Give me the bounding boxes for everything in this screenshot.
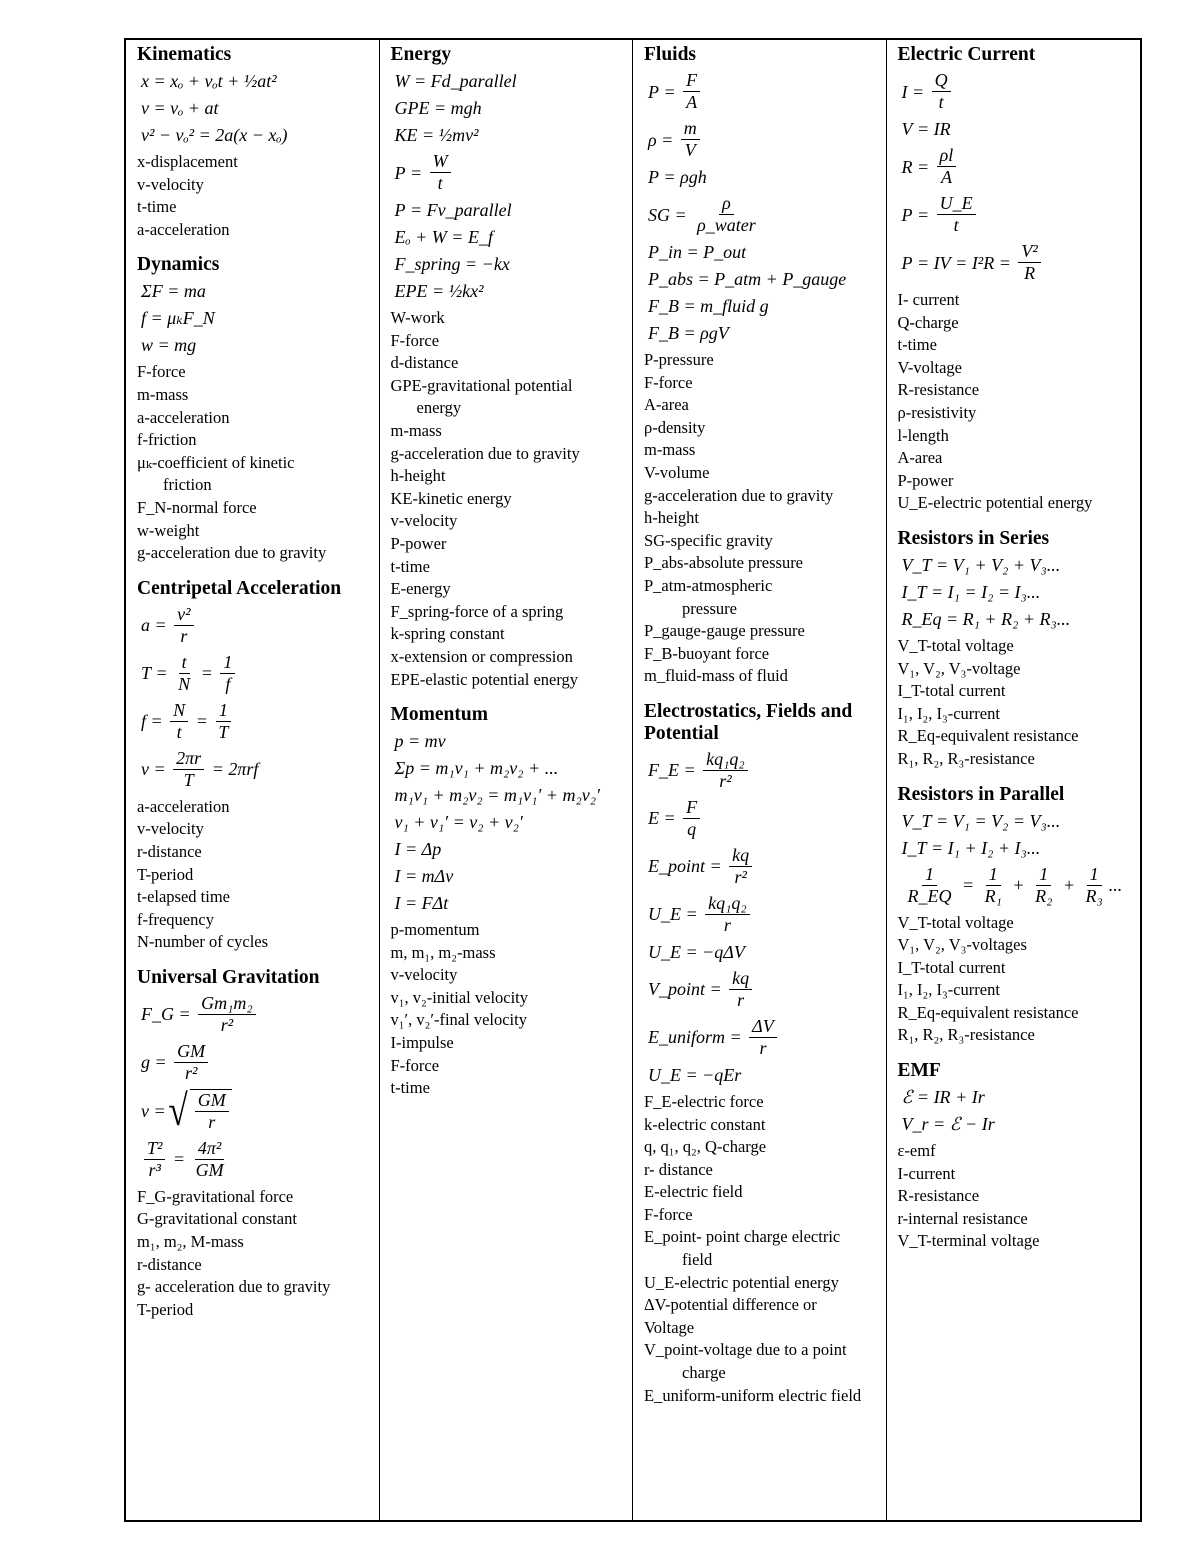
formula: v² − vₒ² = 2a(x − xₒ): [141, 125, 288, 145]
definition: m-mass: [390, 420, 442, 440]
formula: p = mv: [394, 731, 446, 752]
section: [898, 44, 1135, 515]
formula: P = ρgh: [648, 167, 707, 187]
definition: V_T-total voltage: [897, 912, 1014, 932]
formula: f = μₖF_N: [141, 308, 215, 329]
formula: v = vₒ + at: [141, 98, 219, 118]
formula: U_E = $\frac{\text{kq₁q₂}}{r}$: [648, 893, 880, 936]
definition: r-distance: [137, 841, 202, 861]
formula: I = Δp: [394, 839, 442, 860]
section-title: Momentum: [390, 704, 488, 726]
definition: V_T-total voltage: [897, 635, 1014, 655]
definition: r-internal resistance: [897, 1208, 1028, 1228]
definition: v₁, v₂-initial velocity: [390, 987, 529, 1007]
definition: R_Eq-equivalent resistance: [897, 726, 1079, 746]
formula: T = $\frac{t}{N}$ = $\frac{1}{f}$: [141, 652, 373, 695]
definition: k-spring constant: [390, 624, 505, 644]
formula: m₁v₁ + m₂v₂ = m₁v₁′ + m₂v₂′: [394, 785, 600, 806]
formula: E_uniform = $\frac{\Delta V}{r}$: [648, 1016, 880, 1059]
definition: l-length: [897, 425, 949, 445]
column: [633, 40, 887, 1520]
definition: f-friction: [137, 430, 197, 450]
definition: k-electric constant: [644, 1114, 766, 1134]
definition: μₖ-coefficient of kinetic: [137, 452, 295, 472]
definition: F_G-gravitational force: [137, 1186, 294, 1206]
formula: R = $\frac{\rho l}{A}$: [902, 145, 1135, 188]
formula: g = $\frac{GM}{\text{r²}}$: [141, 1041, 373, 1084]
section-title: EMF: [897, 1060, 941, 1082]
section-title: Resistors in Parallel: [897, 783, 1065, 805]
definition: V_T-terminal voltage: [897, 1231, 1040, 1251]
section-title: Universal Gravitation: [137, 966, 320, 988]
definition: r- distance: [644, 1159, 713, 1179]
section: [898, 528, 1135, 771]
definition: P-power: [390, 533, 447, 553]
definition: R-resistance: [897, 380, 980, 400]
definition: F-force: [644, 1204, 693, 1224]
formula: ℰ = IR + Ir: [901, 1087, 985, 1108]
definition: a-acceleration: [137, 219, 230, 239]
formula: F_G = $\frac{\text{Gm₁m₂}}{\text{r²}}$: [141, 993, 373, 1036]
formula: F_B = m_fluid g: [648, 296, 769, 316]
formula: EPE = ½kx²: [394, 281, 484, 301]
definition: F_N-normal force: [137, 497, 257, 517]
formula: w = mg: [141, 335, 197, 356]
definition: friction: [163, 475, 212, 495]
definition: q, q₁, q₂, Q-charge: [644, 1137, 767, 1157]
formula: I_T = I₁ + I₂ + I₃...: [901, 837, 1041, 858]
formula: P = $\frac{F}{A}$: [648, 70, 880, 113]
formula: Eₒ + W = E_f: [394, 227, 493, 247]
definition: m₁, m₂, M-mass: [137, 1232, 244, 1252]
definition: a-acceleration: [137, 407, 230, 427]
formula: R_Eq = R₁ + R₂ + R₃...: [901, 608, 1071, 629]
formula: ρ = $\frac{m}{V}$: [648, 118, 880, 161]
definition: E-electric field: [644, 1182, 743, 1202]
section: [644, 44, 880, 688]
definition: energy: [416, 398, 462, 418]
section: [137, 967, 373, 1322]
definition: p-momentum: [390, 920, 480, 940]
definition: I-current: [897, 1163, 956, 1183]
definition: F-force: [644, 372, 693, 392]
formula: F_E = $\frac{\text{kq₁q₂}}{\text{r²}}$: [648, 749, 880, 792]
definition: x-displacement: [137, 152, 238, 171]
definition: g-acceleration due to gravity: [644, 485, 834, 505]
formula: f = $\frac{N}{t}$ = $\frac{1}{T}$: [141, 700, 373, 743]
definition: x-extension or compression: [390, 646, 573, 666]
formula: a = $\frac{\text{v²}}{r}$: [141, 604, 373, 647]
definition: t-time: [390, 1078, 430, 1098]
formula: E_point = $\frac{kq}{\text{r²}}$: [648, 845, 880, 888]
formula: I = $\frac{Q}{t}$: [902, 70, 1135, 113]
formula: Σp = m₁v₁ + m₂v₂ + ...: [394, 758, 559, 779]
definition: T-period: [137, 864, 194, 884]
definition: I- current: [897, 290, 960, 309]
definition: F_E-electric force: [644, 1091, 764, 1111]
definition: F-force: [390, 330, 440, 350]
formula: V_r = ℰ − Ir: [901, 1114, 995, 1135]
formula: $\frac{1}{R\_EQ}$ = $\frac{1}{\text{R₁}}$ + $\frac{1}{\text{R₂}}$ + $\frac{1}{\text{R₃}}$ ...: [907, 863, 1123, 906]
definition: V-voltage: [897, 357, 962, 377]
formula: v = $\frac{2\pi r}{T}$ = 2πrf: [141, 747, 259, 790]
definition: A-area: [897, 448, 943, 468]
definition: h-height: [644, 508, 699, 528]
definition: E-energy: [390, 579, 451, 599]
definition: v-velocity: [137, 819, 204, 839]
definition: f-frequency: [137, 909, 214, 929]
definition: a-acceleration: [137, 796, 230, 816]
definition: I_T-total current: [897, 681, 1006, 701]
formula: U_E = −qEr: [648, 1064, 742, 1085]
column: [887, 40, 1141, 1520]
definition: P-power: [897, 470, 954, 490]
section: [898, 1060, 1135, 1253]
section: [137, 44, 373, 241]
definition: R₁, R₂, R₃-resistance: [897, 1025, 1035, 1045]
definition: R-resistance: [897, 1186, 980, 1206]
column: [126, 40, 380, 1520]
definition: V_point-voltage due to a point: [644, 1340, 847, 1360]
formula: E = $\frac{F}{q}$: [648, 797, 880, 840]
definition: ΔV-potential difference or: [644, 1295, 817, 1315]
definition: v₁′, v₂′-final velocity: [390, 1010, 527, 1030]
definition: m_fluid-mass of fluid: [644, 666, 788, 686]
definition: A-area: [644, 395, 689, 415]
definition: P_gauge-gauge pressure: [644, 621, 805, 641]
definition: P_atm-atmospheric: [644, 575, 773, 595]
section-title: Energy: [390, 44, 452, 65]
definition: V₁, V₂, V₃-voltage: [897, 658, 1021, 678]
section: [391, 44, 627, 691]
definition: SG-specific gravity: [644, 530, 773, 550]
definition: g-acceleration due to gravity: [137, 543, 327, 563]
definition: F-force: [390, 1055, 440, 1075]
definition: N-number of cycles: [137, 932, 269, 952]
definition: E_point- point charge electric: [644, 1227, 841, 1247]
formula: P_abs = P_atm + P_gauge: [648, 269, 847, 289]
definition: P_abs-absolute pressure: [644, 553, 804, 573]
formula: v = √ $\frac{GM}{r}$: [141, 1089, 373, 1133]
definition: ε-emf: [897, 1141, 936, 1161]
definition: KE-kinetic energy: [390, 488, 512, 508]
definition: I₁, I₂, I₃-current: [897, 703, 1000, 723]
definition: h-height: [390, 466, 446, 486]
section: [898, 784, 1135, 1048]
definition: w-weight: [137, 520, 200, 540]
definition: v-velocity: [137, 174, 204, 194]
formula: V_T = V₁ + V₂ + V₃...: [901, 554, 1061, 575]
definition: P-pressure: [644, 350, 714, 369]
definition: V-volume: [644, 462, 710, 482]
formula: F_spring = −kx: [394, 254, 510, 274]
definition: E_uniform-uniform electric field: [644, 1385, 862, 1405]
definition: g-acceleration due to gravity: [390, 443, 580, 463]
definition: R_Eq-equivalent resistance: [897, 1002, 1079, 1022]
formula: P_in = P_out: [648, 242, 747, 262]
section-title: Kinematics: [137, 44, 232, 65]
definition: T-period: [137, 1299, 194, 1319]
formula: $\frac{\text{T²}}{\text{r³}}$ = $\frac{\text{4π²}}{GM}$: [141, 1138, 373, 1181]
definition: I₁, I₂, I₃-current: [897, 980, 1000, 1000]
definition: t-time: [137, 197, 177, 217]
definition: I_T-total current: [897, 957, 1006, 977]
formula: v₁ + v₁′ = v₂ + v₂′: [394, 812, 523, 833]
definition: v-velocity: [390, 511, 458, 531]
section-title: Centripetal Acceleration: [137, 577, 342, 599]
formula: I = mΔv: [394, 866, 454, 887]
definition: F_spring-force of a spring: [390, 601, 564, 621]
formula: V = IR: [901, 119, 951, 139]
formula: F_B = ρgV: [648, 323, 729, 343]
definition: t-elapsed time: [137, 887, 231, 907]
definition: m-mass: [137, 384, 189, 404]
definition: F-force: [137, 362, 186, 382]
formula: KE = ½mv²: [394, 125, 479, 145]
definition: d-distance: [390, 353, 459, 373]
section-title: Dynamics: [137, 254, 220, 276]
formula: I_T = I₁ = I₂ = I₃...: [901, 581, 1041, 602]
formula: SG = $\frac{\rho}{\text{ρ\_water}}$: [648, 193, 756, 235]
definition: charge: [682, 1363, 726, 1383]
section-title: Fluids: [644, 44, 697, 65]
definition: I-impulse: [390, 1033, 454, 1053]
formula: U_E = −qΔV: [648, 941, 745, 962]
formula: GPE = mgh: [394, 98, 482, 118]
formula: ΣF = ma: [141, 281, 206, 302]
formula: x = xₒ + vₒt + ½at²: [141, 71, 277, 91]
formula: W = Fd_parallel: [394, 71, 517, 91]
definition: Q-charge: [897, 312, 959, 332]
column: [380, 40, 634, 1520]
section: [391, 704, 627, 1100]
definition: t-time: [897, 335, 937, 355]
formula: V_T = V₁ = V₂ = V₃...: [901, 810, 1061, 831]
definition: ρ-resistivity: [897, 402, 977, 422]
definition: Voltage: [644, 1317, 695, 1337]
formula: P = $\frac{W}{t}$: [395, 151, 627, 194]
formula: P = IV = I²R = $\frac{\text{V²}}{R}$: [902, 241, 1135, 284]
definition: g- acceleration due to gravity: [137, 1277, 331, 1297]
definition: ρ-density: [644, 417, 706, 437]
formula: P = $\frac{U\_E}{t}$: [902, 193, 1135, 236]
definition: pressure: [682, 598, 737, 618]
definition: t-time: [390, 556, 430, 576]
section: [644, 701, 880, 1407]
section: [137, 254, 373, 564]
definition: v-velocity: [390, 965, 458, 985]
definition: U_E-electric potential energy: [897, 493, 1093, 513]
definition: W-work: [390, 308, 445, 327]
definition: r-distance: [137, 1254, 202, 1274]
section-title: Resistors in Series: [897, 527, 1050, 549]
definition: m-mass: [644, 440, 696, 460]
definition: EPE-elastic potential energy: [390, 669, 579, 689]
section-title: Electric Current: [897, 44, 1036, 65]
formula: V_point = $\frac{kq}{r}$: [648, 968, 880, 1011]
formula-sheet: [124, 38, 1142, 1522]
definition: GPE-gravitational potential: [390, 375, 573, 395]
definition: G-gravitational constant: [137, 1209, 297, 1229]
definition: F_B-buoyant force: [644, 643, 770, 663]
section-title: Electrostatics, Fields and Potential: [644, 700, 853, 744]
definition: V₁, V₂, V₃-voltages: [897, 935, 1027, 955]
formula: P = Fv_parallel: [394, 200, 512, 220]
definition: field: [682, 1250, 713, 1270]
definition: R₁, R₂, R₃-resistance: [897, 748, 1035, 768]
definition: U_E-electric potential energy: [644, 1272, 839, 1292]
section: [137, 578, 373, 954]
formula: I = FΔt: [394, 893, 449, 914]
definition: m, m₁, m₂-mass: [390, 942, 496, 962]
